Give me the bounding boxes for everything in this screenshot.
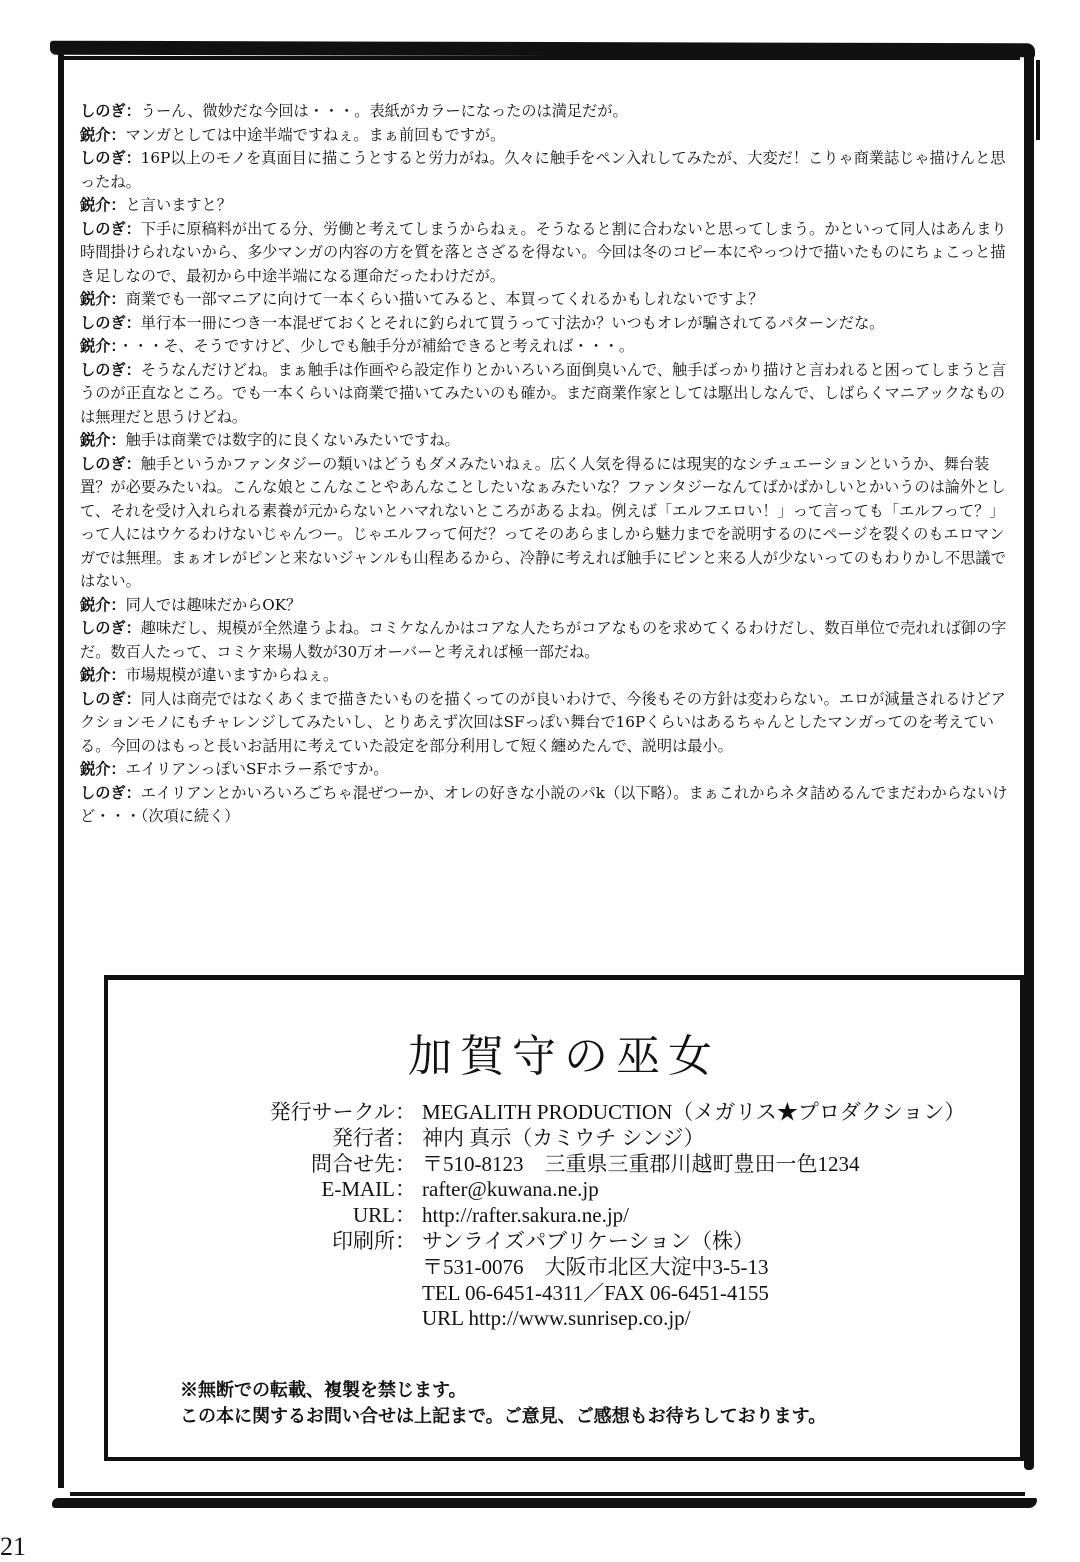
speaker-label: しのぎ：	[80, 783, 141, 802]
notice-line-1: ※無断での転載、複製を禁じます。	[180, 1380, 467, 1401]
speaker-label: 鋭介：	[80, 125, 126, 144]
colophon-value: 〒531-0076 大阪市北区大淀中3-5-13	[422, 1254, 769, 1279]
frame-top-inner	[60, 56, 1020, 60]
frame-top	[50, 41, 1035, 58]
frame-left	[58, 48, 64, 1488]
dialogue-text-body: 商業でも一部マニアに向けて一本くらい描いてみると、本買ってくれるかもしれないですよ？	[125, 290, 764, 308]
colophon-row	[188, 1255, 988, 1281]
colophon-value: URL http://www.sunrisep.co.jp/	[422, 1306, 691, 1331]
dialogue-line	[80, 782, 1010, 829]
frame-right-accent	[1036, 60, 1040, 140]
colophon-info	[188, 1100, 988, 1332]
frame-bottom-inner	[70, 1492, 1025, 1496]
dialogue-text-body: と言いますと？	[125, 196, 232, 214]
speaker-label: 鋭介：	[80, 666, 126, 684]
colophon-value: rafter@kuwana.ne.jp	[422, 1177, 599, 1202]
dialogue-text-body: 触手は商業では数字的に良くないみたいですね。	[125, 431, 460, 449]
colophon-row	[188, 1177, 988, 1203]
dialogue-text-body: 16P以上のモノを真面目に描こうとすると労力がね。久々に触手をペン入れしてみたが、大変だ！こりゃ商業誌じゃ描けんと思ったね。	[80, 149, 1006, 191]
speaker-label: 鋭介：	[80, 595, 126, 614]
colophon-label	[188, 1281, 416, 1307]
colophon-row	[188, 1229, 988, 1255]
colophon-label	[188, 1255, 416, 1281]
speaker-label: 鋭介：	[80, 760, 126, 778]
dialogue-text-body: 市場規模が違いますからねぇ。	[125, 666, 339, 684]
colophon-row	[188, 1203, 988, 1229]
dialogue-line	[80, 218, 1010, 289]
dialogue-line	[80, 194, 1010, 218]
colophon-value: サンライズパブリケーション（株）	[422, 1228, 755, 1253]
notice	[180, 1378, 980, 1430]
dialogue-text-body: 同人では趣味だからOK？	[125, 595, 302, 614]
speaker-label: しのぎ：	[80, 619, 141, 637]
dialogue-text-body: エイリアンっぽいSFホラー系ですか。	[125, 760, 389, 778]
colophon-label: 印刷所：	[332, 1228, 416, 1253]
speaker-label: しのぎ：	[80, 149, 141, 167]
colophon-row	[188, 1126, 988, 1152]
speaker-label: しのぎ：	[80, 454, 141, 473]
colophon-label: URL：	[353, 1203, 416, 1228]
dialogue-text-body: 単行本一冊につき一本混ぜておくとそれに釣られて買うって寸法か？いつもオレが騙されてるパターンだな。	[140, 313, 885, 332]
dialogue-line	[80, 594, 1010, 618]
speaker-label: しのぎ：	[80, 689, 141, 708]
colophon-label: 発行サークル：	[269, 1100, 416, 1124]
dialogue-line	[80, 312, 1010, 336]
dialogue-line	[80, 758, 1010, 782]
dialogue-text-body: 触手というかファンタジーの類いはどうもダメみたいねぇ。広く人気を得るには現実的なシチュエーションというか、舞台装置？が必要みたいね。こんな娘とこんなことやあんなことしたいなぁみたいな？ファンタジーなんてばかばかしいとかいうのは論外として、それを受け入れられる素養が元からないとハマれないところがあるよね。例えば「エルフエロい！」って言っても「エルフって？」って人にはウケるわけないじゃんつー。じゃエルフって何だ？ってそのあらましから魅力までを説明するのにページを裂くのもエロマンガでは無理。まぁオレがピンと来ないジャンルも山程あるから、冷静に考えれば触手にピンと来る人が少ないってのもわりかし不思議ではない。	[80, 454, 1006, 590]
frame-bottom	[52, 1498, 1037, 1508]
colophon-label: E-MAIL：	[321, 1177, 416, 1202]
colophon-row	[188, 1152, 988, 1178]
frame-right	[1024, 50, 1034, 1470]
dialogue-text-body: そうなんだけどね。まぁ触手は作画やら設定作りとかいろいろ面倒臭いんで、触手ばっかり描けと言われると困ってしまうと言うのが正直なところ。でも一本くらいは商業で描いてみたいのも確か。まだ商業作家としては駆出しなんで、しばらくマニアックなものは無理だと思うけどね。	[80, 360, 1007, 426]
colophon-row	[188, 1306, 988, 1332]
colophon-label: 発行者：	[332, 1125, 416, 1150]
speaker-label: しのぎ：	[80, 102, 141, 120]
speaker-label: しのぎ：	[80, 219, 141, 238]
dialogue-line	[80, 100, 1010, 124]
dialogue-text-body: 下手に原稿料が出てる分、労働と考えてしまうからねぇ。そうなると割に合わないと思ってしまう。かといって同人はあんまり時間掛けられないから、多少マンガの内容の方を質を落とさざるを得ない。今回は冬のコピー本にやっつけで描いたものにちょこっと描き足しなので、最初から中途半端になる運命だったわけだが。	[80, 219, 1007, 285]
dialogue-line	[80, 688, 1010, 759]
notice-line-2: この本に関するお問い合せは上記まで。ご意見、ご感想もお待ちしております。	[180, 1406, 827, 1427]
book-title: 加賀守の巫女	[408, 1031, 720, 1082]
dialogue-text-body: ・・・そ、そうですけど、少しでも触手分が補給できると考えれば・・・。	[117, 337, 635, 355]
speaker-label: しのぎ：	[80, 313, 141, 332]
dialogue-text-body: エイリアンとかいろいろごちゃ混ぜつーか、オレの好きな小説のパk（以下略）。まぁこれからネタ詰めるんでまだわからないけど・・・（次項に続く）	[80, 783, 1008, 825]
colophon-label: 問合せ先：	[311, 1151, 416, 1176]
dialogue-line	[80, 147, 1010, 194]
dialogue-text	[80, 100, 1010, 829]
colophon-value: 〒510-8123 三重県三重郡川越町豊田一色1234	[422, 1151, 860, 1176]
dialogue-text-body: マンガとしては中途半端ですねぇ。まぁ前回もですが。	[125, 125, 506, 144]
dialogue-line	[80, 664, 1010, 688]
dialogue-line	[80, 359, 1010, 430]
dialogue-line	[80, 288, 1010, 312]
colophon-value: TEL 06-6451-4311／FAX 06-6451-4155	[422, 1280, 769, 1305]
speaker-label: しのぎ：	[80, 360, 141, 379]
dialogue-text-body: うーん、微妙だな今回は・・・。表紙がカラーになったのは満足だが。	[140, 102, 628, 120]
colophon-value: 神内 真示（カミウチ シンジ）	[422, 1125, 705, 1150]
colophon-row	[188, 1281, 988, 1307]
dialogue-line	[80, 453, 1010, 594]
dialogue-line	[80, 429, 1010, 453]
dialogue-line	[80, 124, 1010, 148]
colophon-label	[188, 1306, 416, 1332]
speaker-label: 鋭介：	[80, 337, 118, 355]
colophon-value: http://rafter.sakura.ne.jp/	[422, 1203, 630, 1228]
colophon-value: MEGALITH PRODUCTION（メガリス★プロダクション）	[422, 1100, 966, 1124]
colophon-row	[188, 1100, 988, 1126]
colophon-box	[104, 975, 1024, 1461]
speaker-label: 鋭介：	[80, 290, 126, 308]
speaker-label: 鋭介：	[80, 196, 126, 214]
dialogue-line	[80, 617, 1010, 664]
dialogue-text-body: 趣味だし、規模が全然違うよね。コミケなんかはコアな人たちがコアなものを求めてくるわけだし、数百単位で売れれば御の字だ。数百人たって、コミケ来場人数が30万オーバーと考えれば極一部だね。	[80, 619, 1007, 661]
page-number: 21	[0, 1532, 26, 1561]
dialogue-text-body: 同人は商売ではなくあくまで描きたいものを描くってのが良いわけで、今後もその方針は変わらない。エロが減量されるけどアクションモノにもチャレンジしてみたいし、とりあえず次回はSFっぽい舞台で16Pくらいはあるちゃんとしたマンガってのを考えている。今回のはもっと長いお話用に考えていた設定を部分利用して短く纏めたんで、説明は最小。	[80, 689, 1006, 755]
speaker-label: 鋭介：	[80, 431, 126, 449]
dialogue-line	[80, 335, 1010, 359]
